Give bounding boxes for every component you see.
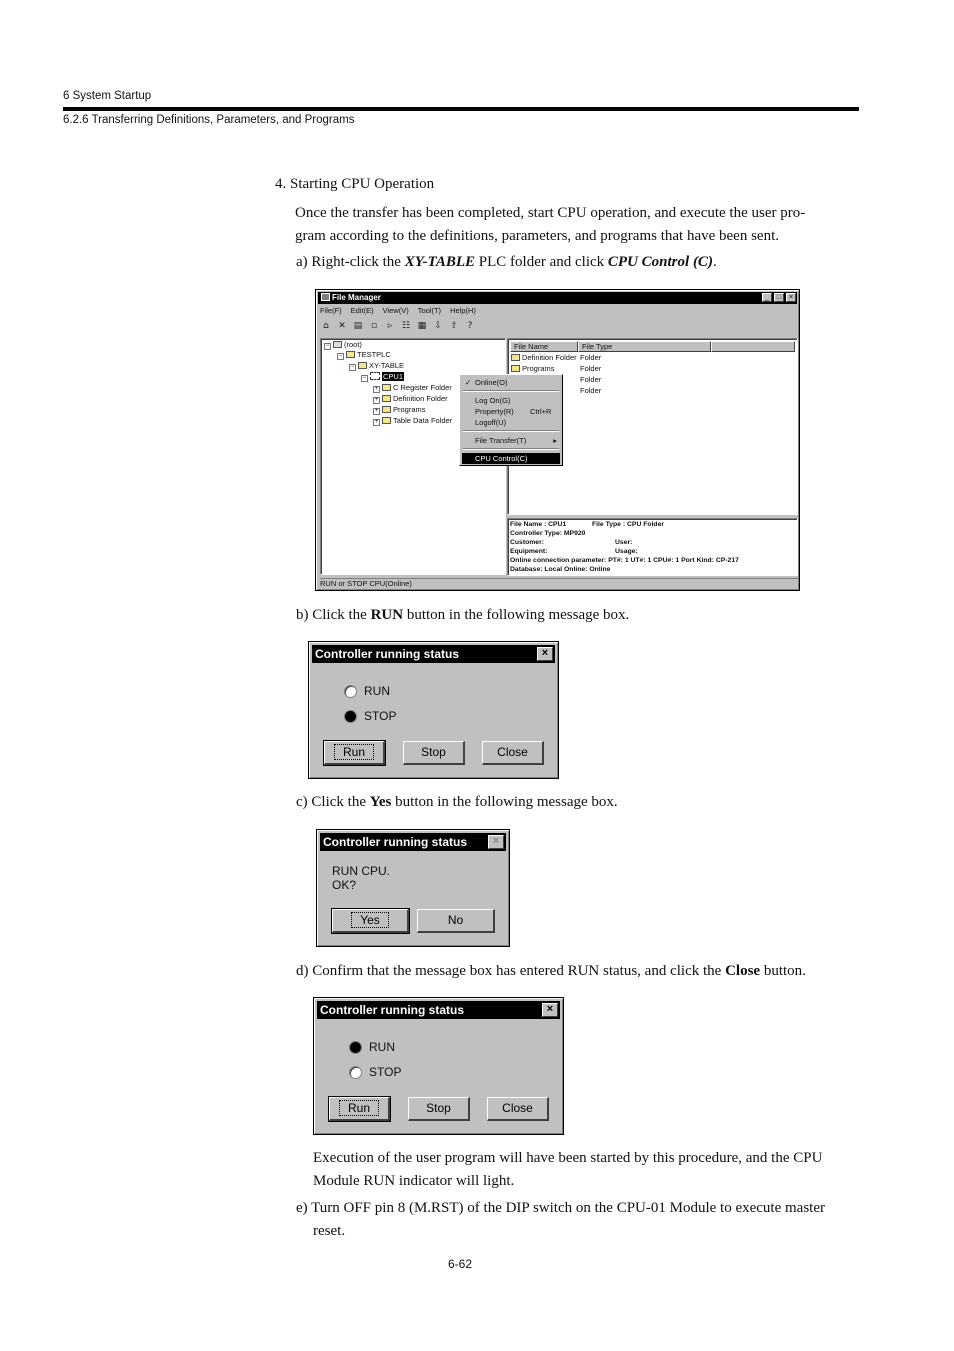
tree-root[interactable]: − (root)	[325, 340, 362, 349]
folder-icon	[346, 351, 355, 358]
step-b-suffix: button in the following message box.	[403, 607, 630, 623]
run-button[interactable]: Run	[329, 1097, 390, 1121]
result-line-2: Module RUN indicator will light.	[313, 1173, 515, 1189]
checkmark-icon: ✓	[465, 378, 472, 387]
menu-view[interactable]: View(V)	[382, 306, 409, 315]
dialog-titlebar	[320, 833, 506, 851]
app-icon	[321, 293, 330, 301]
tree-xy-table[interactable]: − XY-TABLE	[350, 361, 405, 370]
close-icon[interactable]: ×	[786, 293, 796, 302]
step-a-end: .	[712, 254, 717, 270]
menu-item-logoff[interactable]: Logoff(U)	[475, 418, 507, 427]
yes-button[interactable]: Yes	[332, 909, 409, 933]
step-a-text	[296, 251, 717, 274]
column-blank[interactable]	[711, 341, 795, 352]
file-manager-titlebar	[318, 292, 797, 304]
close-icon[interactable]: ×	[542, 1003, 558, 1017]
tree-folder-programs[interactable]: + Programs	[374, 405, 426, 414]
run-radio[interactable]	[344, 685, 357, 698]
section-header: 6.2.6 Transferring Definitions, Parameters, and Programs	[63, 114, 355, 126]
stop-label: STOP	[364, 709, 397, 723]
status-bar: RUN or STOP CPU(Online)	[320, 578, 798, 589]
menu-help[interactable]: Help(H)	[450, 306, 476, 315]
expand-icon[interactable]: +	[374, 397, 379, 403]
step-c-suffix: button in the following message box.	[391, 794, 618, 810]
dialog-run-status	[313, 997, 564, 1135]
no-button[interactable]: No	[417, 909, 495, 933]
menu-separator	[463, 390, 559, 392]
step-b-text	[296, 604, 629, 627]
cpu-icon	[370, 372, 380, 380]
list-item-type: Folder	[580, 375, 602, 384]
run-label: RUN	[369, 1040, 395, 1054]
collapse-icon[interactable]: −	[362, 375, 367, 381]
folder-icon	[511, 354, 520, 361]
stop-button[interactable]: Stop	[408, 1097, 470, 1121]
step-d-button-name: Close	[725, 963, 761, 979]
list-item[interactable]: Definition Folder	[511, 353, 577, 363]
tree-folder-table-data[interactable]: + Table Data Folder	[374, 416, 453, 425]
chapter-header: 6 System Startup	[63, 90, 152, 102]
file-manager-title: File Manager	[332, 293, 381, 302]
info-online-param: Online connection parameter: PT#: 1 UT#: 1 CPU#: 1 Port Kind: CP-217	[510, 557, 739, 564]
list-icon[interactable]: ☷	[401, 321, 411, 331]
run-button[interactable]: Run	[324, 741, 385, 765]
stop-radio[interactable]	[344, 710, 357, 723]
step-a-prefix: a) Right-click the	[296, 254, 405, 270]
folder-icon	[382, 395, 391, 402]
small-icons-icon[interactable]: ▹	[387, 321, 393, 331]
step-c-text	[296, 791, 618, 814]
column-file-type[interactable]: File Type	[578, 341, 711, 352]
expand-icon[interactable]: +	[374, 408, 379, 414]
computer-icon	[333, 341, 342, 348]
folder-icon	[382, 417, 391, 424]
step-e-line-1: e) Turn OFF pin 8 (M.RST) of the DIP switch on the CPU-01 Module to execute master	[296, 1200, 825, 1216]
step-a-mid: PLC folder and click	[475, 254, 608, 270]
submenu-arrow-icon: ▸	[553, 436, 557, 445]
tree-plc[interactable]: − TESTPLC	[338, 350, 391, 359]
list-item[interactable]: Programs	[511, 364, 555, 374]
stop-label: STOP	[369, 1065, 402, 1079]
column-file-name[interactable]: File Name	[510, 341, 578, 352]
info-controller-type: Controller Type: MP920	[510, 530, 586, 537]
tree-cpu[interactable]: − CPU1	[362, 372, 404, 381]
close-button[interactable]: Close	[487, 1097, 549, 1121]
step-d-text	[296, 960, 806, 983]
info-equipment: Equipment:	[510, 548, 548, 555]
info-file-type: File Type : CPU Folder	[592, 521, 665, 528]
dialog-title: Controller running status	[320, 1003, 464, 1017]
list-item-type: Folder	[580, 386, 602, 395]
run-label: RUN	[364, 684, 390, 698]
tree-folder-definition[interactable]: + Definition Folder	[374, 394, 448, 403]
confirm-message-2: OK?	[332, 878, 357, 892]
intro-line-1: Once the transfer has been completed, start CPU operation, and execute the user pro-	[295, 205, 806, 221]
close-icon[interactable]: ×	[488, 835, 504, 849]
info-panel	[507, 518, 798, 576]
collapse-icon[interactable]: −	[338, 353, 343, 359]
step-a-cmd: CPU Control (C)	[607, 254, 713, 270]
step-a-folder: XY-TABLE	[404, 254, 476, 270]
details-icon[interactable]: ▦	[417, 321, 427, 331]
info-file-name: File Name : CPU1	[510, 521, 567, 528]
close-button[interactable]: Close	[482, 741, 544, 765]
property-shortcut: Ctrl+R	[530, 407, 552, 416]
menu-file[interactable]: File(F)	[320, 306, 342, 315]
menu-item-file-transfer[interactable]: File Transfer(T) ▸	[475, 436, 557, 445]
minimize-icon[interactable]: _	[762, 293, 772, 302]
dialog-titlebar	[317, 1001, 560, 1019]
close-icon[interactable]: ×	[537, 647, 553, 661]
step-d-prefix: d) Confirm that the message box has entered RUN status, and click the	[296, 963, 726, 979]
menu-item-cpu-control[interactable]: CPU Control(C)	[462, 453, 560, 464]
menu-item-online[interactable]: ✓ Online(O)	[465, 378, 508, 387]
result-line-1: Execution of the user program will have been started by this procedure, and the CPU	[313, 1150, 823, 1166]
list-item-type: Folder	[580, 353, 602, 362]
intro-line-2: gram according to the definitions, parameters, and programs that have been sent.	[295, 228, 779, 244]
menu-separator	[463, 448, 559, 450]
menu-item-property[interactable]: Property(R) Ctrl+R	[475, 407, 552, 416]
menu-tool[interactable]: Tool(T)	[417, 306, 442, 315]
list-item-type: Folder	[580, 364, 602, 373]
info-customer: Customer:	[510, 539, 544, 546]
file-manager-window	[315, 289, 800, 591]
folder-icon	[382, 384, 391, 391]
step-b-prefix: b) Click the	[296, 607, 371, 623]
upload-icon[interactable]: ⇧	[450, 321, 458, 331]
info-usage: Usage:	[615, 548, 638, 555]
collapse-icon[interactable]: −	[350, 364, 355, 370]
folder-icon	[358, 362, 367, 369]
step-title: 4. Starting CPU Operation	[275, 176, 435, 192]
dialog-title: Controller running status	[323, 835, 467, 849]
tree-folder-c-register[interactable]: + C Register Folder	[374, 383, 452, 392]
folder-icon	[382, 406, 391, 413]
up-folder-icon[interactable]: ⌂	[323, 321, 329, 331]
menu-separator	[463, 430, 559, 432]
toolbar	[320, 320, 476, 336]
step-c-button-name: Yes	[369, 794, 392, 810]
properties-icon[interactable]: ▤	[353, 321, 363, 331]
menu-edit[interactable]: Edit(E)	[350, 306, 374, 315]
download-icon[interactable]: ⇩	[434, 321, 442, 331]
dialog-run-stop	[308, 641, 559, 779]
dialog-title: Controller running status	[315, 647, 459, 661]
menu-bar	[320, 306, 485, 315]
stop-radio[interactable]	[349, 1066, 362, 1079]
header-rule	[63, 107, 859, 111]
dialog-confirm	[316, 829, 510, 947]
delete-icon[interactable]: ✕	[338, 321, 346, 331]
stop-button[interactable]: Stop	[403, 741, 465, 765]
step-e-line-2: reset.	[313, 1223, 346, 1239]
context-menu	[459, 374, 563, 466]
menu-item-logon[interactable]: Log On(G)	[475, 396, 511, 405]
step-d-suffix: button.	[760, 963, 806, 979]
step-c-prefix: c) Click the	[296, 794, 370, 810]
expand-icon[interactable]: +	[374, 419, 379, 425]
maximize-icon[interactable]: □	[774, 293, 784, 302]
page-number: 6-62	[448, 1257, 473, 1271]
folder-icon	[511, 365, 520, 372]
collapse-icon[interactable]: −	[325, 343, 330, 349]
dialog-titlebar	[312, 645, 555, 663]
confirm-message-1: RUN CPU.	[332, 864, 391, 878]
info-user: User:	[615, 539, 633, 546]
run-radio[interactable]	[349, 1041, 362, 1054]
expand-icon[interactable]: +	[374, 386, 379, 392]
info-database: Database: Local Online: Online	[510, 566, 611, 573]
help-icon[interactable]: ?	[467, 321, 473, 331]
large-icons-icon[interactable]: ▫	[370, 321, 378, 331]
step-b-button-name: RUN	[370, 607, 404, 623]
